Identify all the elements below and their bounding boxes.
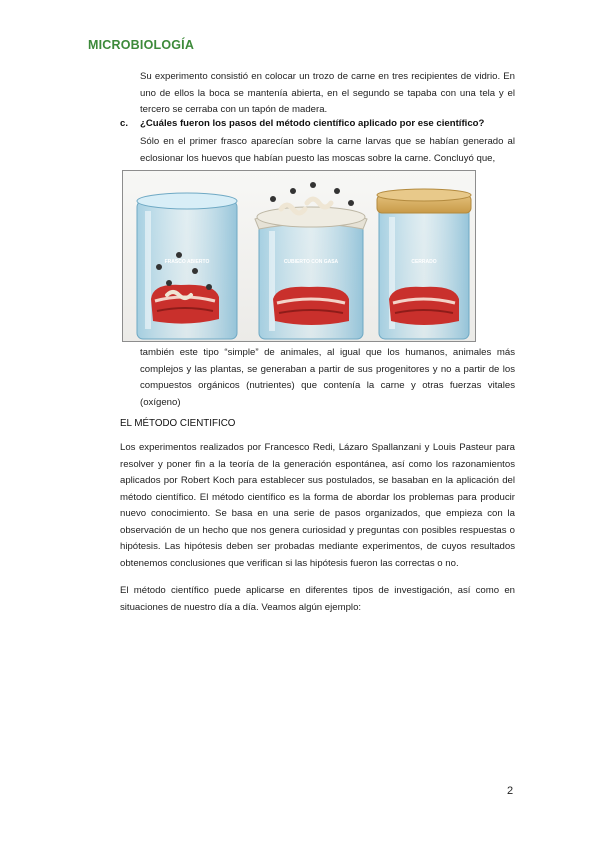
section-heading: EL MÉTODO CIENTIFICO — [120, 418, 236, 429]
question-marker: c. — [120, 118, 129, 129]
redi-experiment-figure — [122, 170, 476, 342]
jar-closed — [377, 189, 471, 339]
jar-open — [137, 193, 237, 339]
jar-label-open: FRASCO ABIERTO — [164, 259, 210, 265]
question-c — [120, 118, 484, 129]
jar-label-gauze: CUBIERTO CON GASA — [283, 259, 339, 265]
question-text: ¿Cuáles fueron los pasos del método científico aplicado por ese científico? — [140, 118, 485, 129]
page-number: 2 — [507, 785, 514, 797]
section-paragraph-1: Los experimentos realizados por Francesco Redi, Lázaro Spallanzani y Louis Pasteur para resolver y poner fin a la teoría de la generación espontánea, así como los razonamientos aplicados por Robert Koch para establecer sus postulados, se basaban en la aplicación del método científico. El método científico es la forma de abordar los problemas para producir nuevo conocimiento. Se basa en una serie de pasos organizados, que empieza con la observación de un hecho que nos genera curiosidad y preguntas con posibles respuestas o hipótesis. Las hipótesis deben ser probadas mediante experimentos, de cuyos resultados obtenemos conclusiones que verifican si las hipótesis fueron las correctas o no. — [120, 442, 515, 569]
jars-illustration — [123, 171, 475, 341]
answer-part1: Sólo en el primer frasco aparecían sobre la carne larvas que se habían generado al eclosionar los huevos que habían puesto las moscas sobre la carne. Concluyó que, — [140, 136, 515, 164]
intro-paragraph: Su experimento consistió en colocar un trozo de carne en tres recipientes de vidrio. En uno de ellos la boca se mantenía abierta, en el segundo se tapaba con una tela y el tercero se cerraba con un tapón de madera. — [140, 71, 515, 115]
section-paragraph-2: El método científico puede aplicarse en diferentes tipos de investigación, así como en situaciones de nuestro día a día. Veamos algún ejemplo: — [120, 585, 515, 613]
jar-label-closed: CERRADO — [411, 259, 437, 265]
document-header-title: MICROBIOLOGÍA — [88, 38, 195, 52]
answer-part2: también este tipo “simple” de animales, al igual que los humanos, animales más complejos y las plantas, se generaban a partir de sus progenitores y no a partir de los compuestos orgánicos (nutrientes) que contenía la carne y otras fuerzas vitales (oxígeno) — [140, 347, 515, 408]
